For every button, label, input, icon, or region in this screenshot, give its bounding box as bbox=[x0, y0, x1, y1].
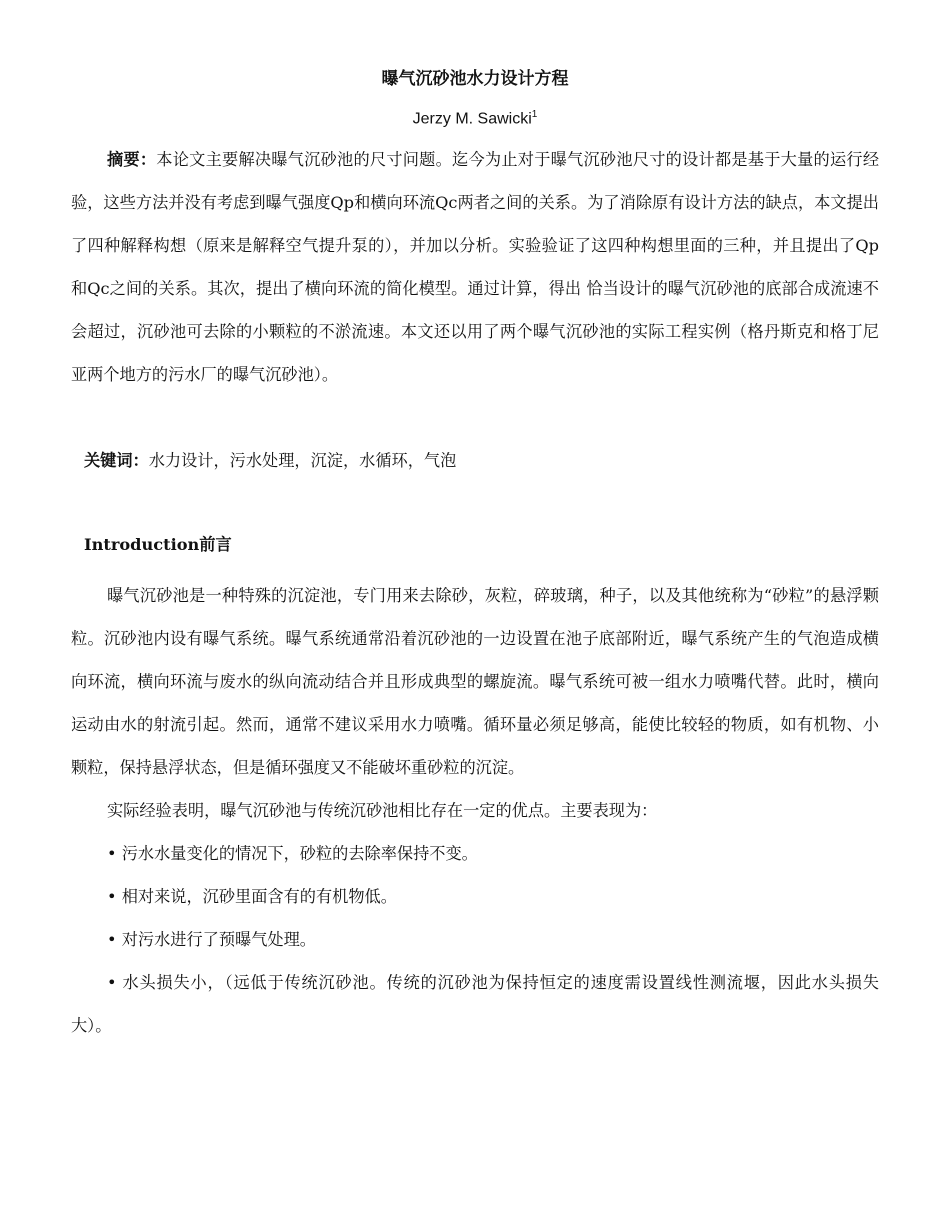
intro-paragraph-2: 实际经验表明，曝气沉砂池与传统沉砂池相比存在一定的优点。主要表现为： bbox=[107, 801, 658, 821]
abstract-text: 本论文主要解决曝气沉砂池的尺寸问题。迄今为止对于曝气沉砂池尺寸的设计都是基于大量的运行经验，这些方法并没有考虑到曝气强度Qp和横向环流Qc两者之间的关系。为了消除原有设计方法的缺点，本文提出了四种解释构想（原来是解释空气提升泵的），并加以分析。实验验证了这四种构想里面的三种，并且提出了Qp和Qc之间的关系。其次，提出了横向环流的简化模型。通过计算，得出 恰当设计的曝气沉砂池的底部合成流速不会超过，沉砂池可去除的小颗粒的不淤流速。本文还以用了两个曝气沉砂池的实际工程实例（格丹斯克和格丁尼亚两个地方的污水厂的曝气沉砂池）。 bbox=[71, 150, 880, 385]
keywords-label: 关键词： bbox=[84, 451, 149, 471]
author-footnote-mark: 1 bbox=[531, 109, 538, 120]
abstract-label: 摘要： bbox=[107, 150, 157, 170]
keywords-text: 水力设计，污水处理，沉淀，水循环，气泡 bbox=[148, 451, 457, 471]
author-line bbox=[71, 104, 879, 130]
document-page bbox=[71, 62, 879, 1047]
intro-paragraph-1: 曝气沉砂池是一种特殊的沉淀池，专门用来去除砂，灰粒，碎玻璃，种子，以及其他统称为“砂粒”的悬浮颗粒。沉砂池内设有曝气系统。曝气系统通常沿着沉砂池的一边设置在池子底部附近，曝气系统产生的气泡造成横向环流，横向环流与废水的纵向流动结合并且形成典型的螺旋流。曝气系统可被一组水力喷嘴代替。此时，横向运动由水的射流引起。然而，通常不建议采用水力喷嘴。循环量必须足够高，能使比较轻的物质，如有机物、小颗粒，保持悬浮状态，但是循环强度又不能破坏重砂粒的沉淀。 bbox=[71, 586, 879, 778]
bullet-item: • 对污水进行了预曝气处理。 bbox=[107, 930, 316, 950]
abstract-paragraph bbox=[71, 138, 879, 396]
keywords-line bbox=[71, 448, 879, 474]
paper-title: 曝气沉砂池水力设计方程 bbox=[381, 69, 569, 89]
author-name: Jerzy M. Sawicki bbox=[412, 110, 532, 128]
bullet-item: • 水头损失小，（远低于传统沉砂池。传统的沉砂池为保持恒定的速度需设置线性测流堰，因此水头损失大）。 bbox=[71, 973, 879, 1036]
section-heading-introduction: Introduction前言 bbox=[84, 535, 232, 555]
bullet-item: • 相对来说，沉砂里面含有的有机物低。 bbox=[107, 887, 397, 907]
bullet-item: • 污水水量变化的情况下，砂粒的去除率保持不变。 bbox=[107, 844, 478, 864]
